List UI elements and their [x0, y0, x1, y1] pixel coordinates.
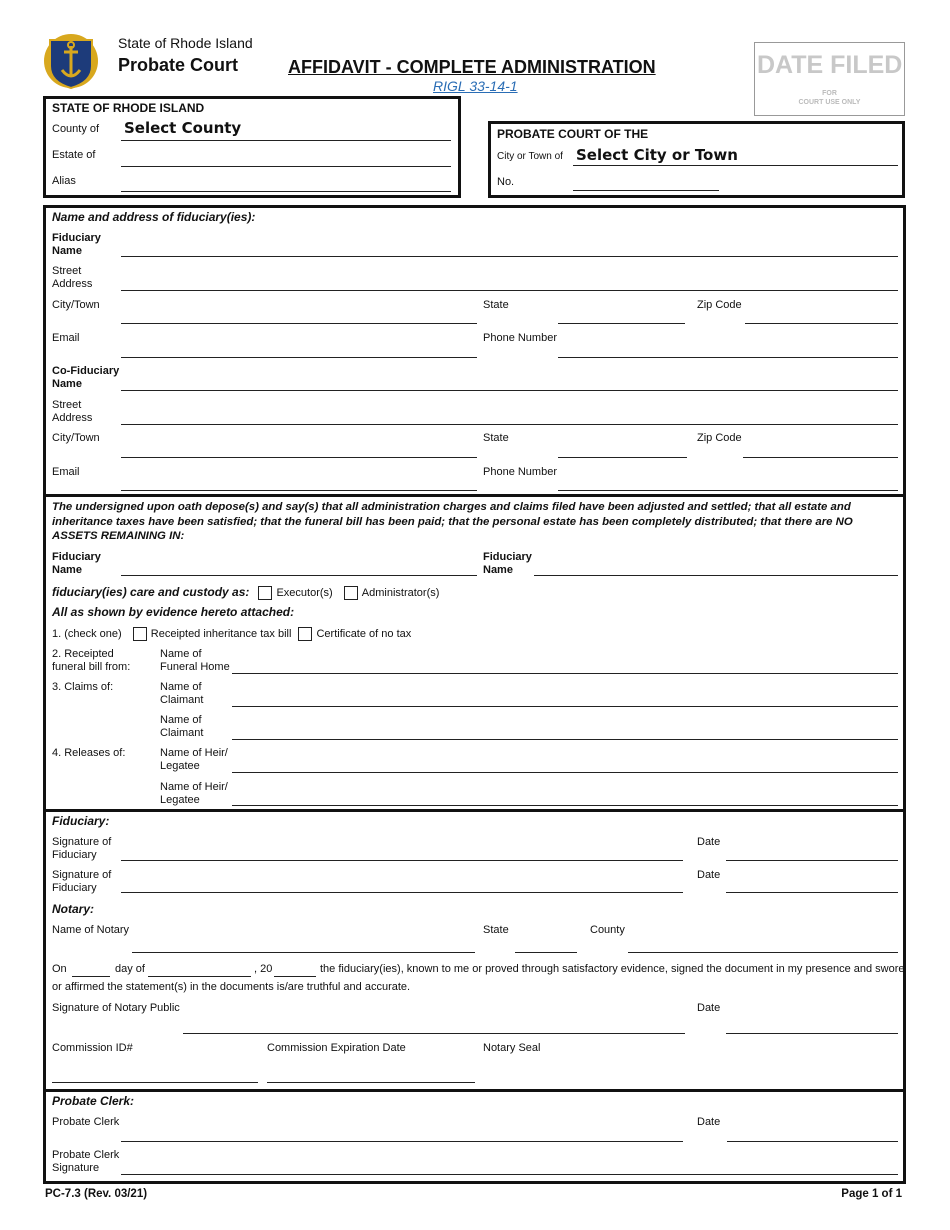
custody-label: fiduciary(ies) care and custody as:: [52, 585, 250, 599]
notary-name-field[interactable]: [132, 952, 475, 953]
county-label: County of: [52, 123, 100, 135]
notary-seal-label: Notary Seal: [483, 1042, 541, 1054]
oath-fiduciary-name-label: Fiduciary Name: [52, 551, 101, 576]
form-id: PC-7.3 (Rev. 03/21): [45, 1188, 148, 1200]
fiduciary-date-label-1: Date: [697, 836, 721, 848]
item4-label: 4. Releases of:: [52, 747, 126, 759]
fiduciary-signature-label-1: Signature of Fiduciary: [52, 836, 112, 861]
co-fiduciary-phone-field[interactable]: [558, 490, 898, 491]
co-fiduciary-phone-label: Phone Number: [483, 466, 557, 478]
heir-label-2: Name of Heir/ Legatee: [160, 781, 228, 806]
notary-heading: Notary:: [52, 902, 95, 916]
statute-link[interactable]: RIGL 33-14-1: [433, 78, 518, 94]
case-no-field[interactable]: [573, 190, 719, 191]
court-use-label: FOR COURT USE ONLY: [798, 90, 861, 106]
notary-county-label: County: [590, 924, 625, 936]
co-fiduciary-street-label: Street Address: [52, 399, 93, 424]
clerk-signature-field[interactable]: [121, 1174, 898, 1175]
probate-court-heading: PROBATE COURT OF THE: [497, 127, 649, 141]
fiduciary-city-label: City/Town: [52, 299, 100, 311]
co-fiduciary-state-label: State: [483, 432, 509, 444]
tax-row: [52, 626, 411, 642]
notary-signature-field[interactable]: [183, 1033, 685, 1034]
alias-field[interactable]: [121, 191, 451, 192]
fiduciary-email-label: Email: [52, 332, 80, 344]
notary-statement-1: the fiduciary(ies), known to me or proved through satisfactory evidence, signed the document in my presence and swore: [320, 963, 905, 975]
custody-row: [52, 584, 439, 601]
commission-id-field[interactable]: [52, 1082, 258, 1083]
item2-label: 2. Receipted funeral bill from:: [52, 648, 131, 673]
state-heading: STATE OF RHODE ISLAND: [52, 101, 205, 115]
fiduciary-date-field-1[interactable]: [726, 860, 898, 861]
section-divider-fiduciary: [43, 809, 906, 812]
heir-label-1: Name of Heir/ Legatee: [160, 747, 228, 772]
co-fiduciary-zip-field[interactable]: [743, 457, 898, 458]
state-seal: [40, 28, 102, 90]
commission-expiration-field[interactable]: [267, 1082, 475, 1083]
co-fiduciary-email-field[interactable]: [121, 490, 477, 491]
fiduciary-name-field[interactable]: [121, 256, 898, 257]
item3-label: 3. Claims of:: [52, 681, 114, 693]
co-fiduciary-email-label: Email: [52, 466, 80, 478]
notary-county-field[interactable]: [628, 952, 898, 953]
notary-date-label: Date: [697, 1002, 721, 1014]
co-fiduciary-city-label: City/Town: [52, 432, 100, 444]
day-field[interactable]: [72, 976, 110, 977]
clerk-date-field[interactable]: [727, 1141, 898, 1142]
date-filed-box: [754, 42, 905, 116]
on-label: On: [52, 963, 67, 975]
oath-fiduciary-name-field[interactable]: [121, 575, 477, 576]
month-field[interactable]: [148, 976, 251, 977]
evidence-heading: All as shown by evidence hereto attached:: [52, 605, 295, 619]
claimant-field-1[interactable]: [232, 706, 898, 707]
date-filed-label: DATE FILED: [757, 51, 903, 79]
fiduciary-phone-field[interactable]: [558, 357, 898, 358]
city-select[interactable]: Select City or Town: [576, 146, 738, 164]
clerk-heading: Probate Clerk:: [52, 1094, 135, 1108]
county-select[interactable]: Select County: [124, 119, 242, 137]
fiduciary-signature-field-1[interactable]: [121, 860, 683, 861]
fiduciary-signature-label-2: Signature of Fiduciary: [52, 869, 112, 894]
fiduciary-street-field[interactable]: [121, 290, 898, 291]
fiduciary-zip-label: Zip Code: [697, 299, 742, 311]
section-divider-oath: [43, 494, 906, 497]
tax-bill-label: Receipted inheritance tax bill: [150, 628, 292, 640]
fiduciary-date-label-2: Date: [697, 869, 721, 881]
estate-label: Estate of: [52, 149, 96, 161]
clerk-name-label: Probate Clerk: [52, 1116, 120, 1128]
year-prefix-label: , 20: [254, 963, 273, 975]
fiduciary-state-field[interactable]: [558, 323, 685, 324]
notary-statement-2: or affirmed the statement(s) in the documents is/are truthful and accurate.: [52, 981, 411, 993]
no-tax-checkbox[interactable]: [298, 627, 312, 641]
year-field[interactable]: [274, 976, 316, 977]
fiduciary-phone-label: Phone Number: [483, 332, 557, 344]
fiduciary-city-field[interactable]: [121, 323, 477, 324]
fiduciary-sig-heading: Fiduciary:: [52, 814, 110, 828]
item1-label: 1. (check one): [52, 628, 122, 640]
fiduciaries-heading: Name and address of fiduciary(ies):: [52, 210, 256, 224]
fiduciary-zip-field[interactable]: [745, 323, 898, 324]
oath-fiduciary-name-field-2[interactable]: [534, 575, 898, 576]
co-fiduciary-name-field[interactable]: [121, 390, 898, 391]
clerk-date-label: Date: [697, 1116, 721, 1128]
fiduciary-email-field[interactable]: [121, 357, 477, 358]
notary-date-field[interactable]: [726, 1033, 898, 1034]
page-number: Page 1 of 1: [841, 1188, 902, 1200]
fiduciary-date-field-2[interactable]: [726, 892, 898, 893]
commission-id-label: Commission ID#: [52, 1042, 133, 1054]
executor-checkbox[interactable]: [258, 586, 272, 600]
heir-field-2[interactable]: [232, 805, 898, 806]
notary-state-field[interactable]: [515, 952, 577, 953]
commission-expiration-label: Commission Expiration Date: [267, 1042, 406, 1054]
funeral-home-field[interactable]: [232, 673, 898, 674]
co-fiduciary-name-label: Co-Fiduciary Name: [52, 365, 120, 390]
administrator-label: Administrator(s): [361, 587, 440, 599]
county-line: [121, 140, 451, 141]
clerk-name-field[interactable]: [121, 1141, 683, 1142]
page-title: AFFIDAVIT - COMPLETE ADMINISTRATION: [288, 57, 656, 77]
oath-statement: The undersigned upon oath depose(s) and say(s) that all administration charges and claims filed have been adjusted and settled; that all estate and inheritance taxes have been satisfied; that the funeral bill has been paid; that the personal estate has been completely distributed; that there are NO ASSETS REMAINING IN:: [52, 501, 853, 542]
tax-bill-checkbox[interactable]: [133, 627, 147, 641]
state-name: State of Rhode Island: [118, 35, 253, 51]
section-divider-clerk: [43, 1089, 906, 1092]
fiduciary-name-label: Fiduciary Name: [52, 232, 101, 257]
funeral-home-label: Name of Funeral Home: [160, 648, 230, 673]
court-name: Probate Court: [118, 55, 239, 75]
fiduciary-signature-field-2[interactable]: [121, 892, 683, 893]
case-no-label: No.: [497, 176, 515, 188]
notary-signature-label: Signature of Notary Public: [52, 1002, 180, 1014]
oath-fiduciary-name-label-2: Fiduciary Name: [483, 551, 532, 576]
city-label: City or Town of: [497, 151, 563, 162]
claimant-label-2: Name of Claimant: [160, 714, 204, 739]
co-fiduciary-state-field[interactable]: [558, 457, 687, 458]
co-fiduciary-zip-label: Zip Code: [697, 432, 742, 444]
estate-field[interactable]: [121, 166, 451, 167]
co-fiduciary-street-field[interactable]: [121, 424, 898, 425]
fiduciary-street-label: Street Address: [52, 265, 93, 290]
claimant-field-2[interactable]: [232, 739, 898, 740]
alias-label: Alias: [52, 175, 76, 187]
executor-label: Executor(s): [276, 587, 333, 599]
notary-state-label: State: [483, 924, 509, 936]
city-line: [573, 165, 898, 166]
co-fiduciary-city-field[interactable]: [121, 457, 477, 458]
no-tax-label: Certificate of no tax: [316, 628, 412, 640]
clerk-signature-label: Probate Clerk Signature: [52, 1149, 120, 1174]
administrator-checkbox[interactable]: [344, 586, 358, 600]
day-of-label: day of: [115, 963, 145, 975]
heir-field-1[interactable]: [232, 772, 898, 773]
fiduciary-state-label: State: [483, 299, 509, 311]
claimant-label-1: Name of Claimant: [160, 681, 204, 706]
notary-name-label: Name of Notary: [52, 924, 130, 936]
